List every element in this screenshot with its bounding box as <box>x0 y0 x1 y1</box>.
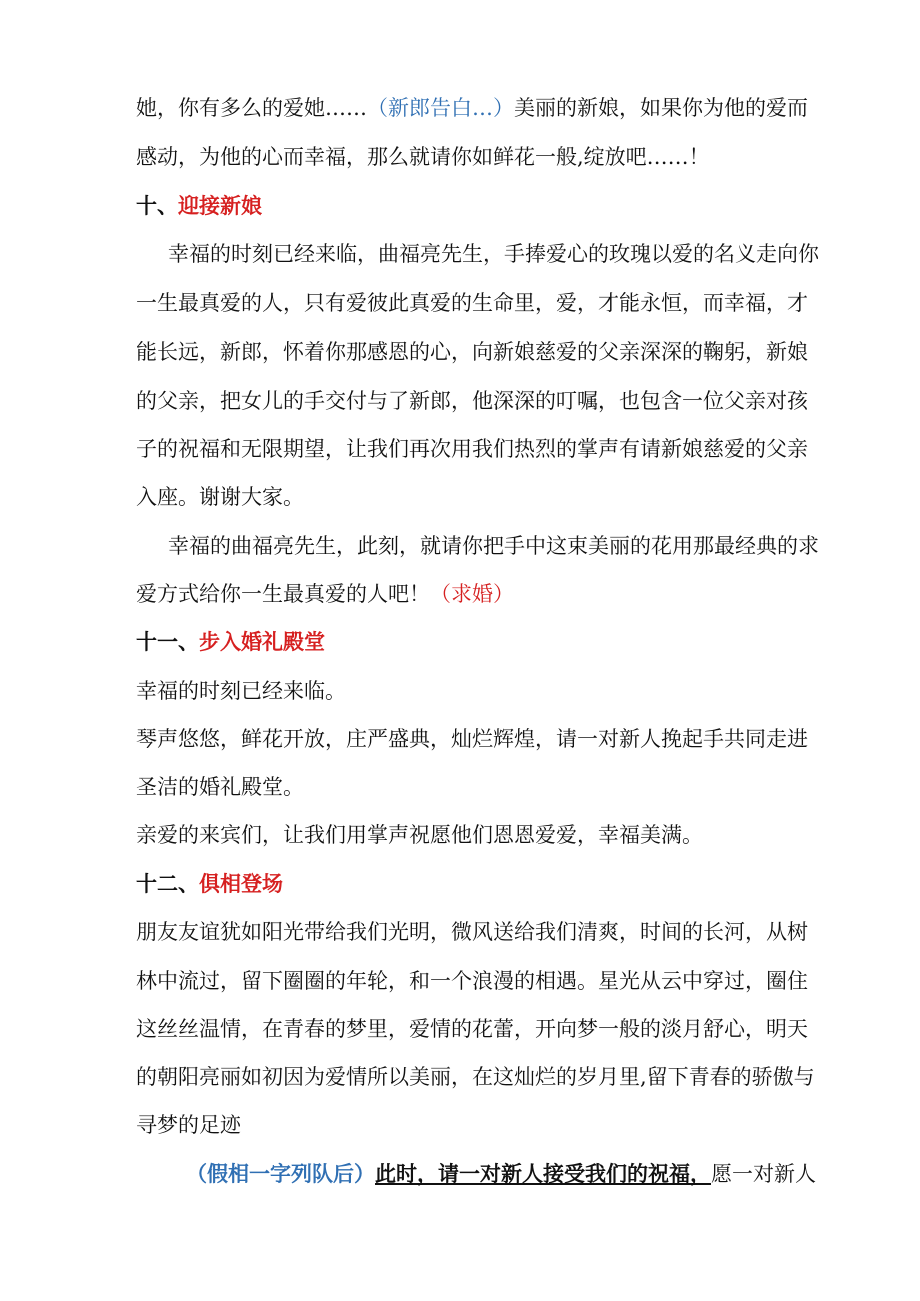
s10-p1-line-3: 能长远，新郎，怀着你那感恩的心，向新娘慈爱的父亲深深的鞠躬，新娘 <box>136 340 808 364</box>
section-10-heading <box>136 191 796 221</box>
s12-line-4: 的朝阳亮丽如初因为爱情所以美丽，在这灿烂的岁月里,留下青春的骄傲与 <box>136 1065 815 1089</box>
intro-line-1 <box>136 93 808 123</box>
s12-line-2: 林中流过，留下圈圈的年轮，和一个浪漫的相遇。星光从云中穿过，圈住 <box>136 969 808 993</box>
s11-line-4: 亲爱的来宾们，让我们用掌声祝愿他们恩恩爱爱，幸福美满。 <box>136 823 703 847</box>
s12-line-5: 寻梦的足迹 <box>136 1113 241 1137</box>
groom-confession-note: （新郎告白…） <box>367 96 514 120</box>
section-12-title: 俱相登场 <box>199 871 283 896</box>
s12-line-3: 这丝丝温情，在青春的梦里，爱情的花蕾，开向梦一般的淡月舒心，明天 <box>136 1017 808 1041</box>
blessing-continuation: 愿一对新人 <box>711 1162 816 1186</box>
s10-p1-line-5: 子的祝福和无限期望，让我们再次用我们热烈的掌声有请新娘慈爱的父亲 <box>136 437 808 461</box>
s10-p1-line-2: 一生最真爱的人，只有爱彼此真爱的生命里，爱，才能永恒，而幸福，才 <box>136 291 808 315</box>
section-10-title: 迎接新娘 <box>178 193 262 218</box>
s10-p2-line-2 <box>136 579 796 609</box>
intro-line-2: 感动，为他的心而幸福，那么就请你如鲜花一般,绽放吧……！ <box>136 145 710 169</box>
lineup-note: （假相一字列队后） <box>186 1161 375 1186</box>
s10-p1-line-1: 幸福的时刻已经来临，曲福亮先生，手捧爱心的玫瑰以爱的名义走向你 <box>168 242 819 266</box>
s12-line-1: 朋友友谊犹如阳光带给我们光明，微风送给我们清爽，时间的长河，从树 <box>136 920 808 944</box>
intro-text-c: 美丽的新娘，如果你为他的爱而 <box>514 96 808 120</box>
s12-final-line <box>186 1159 816 1189</box>
s11-line-1: 幸福的时刻已经来临。 <box>136 679 346 703</box>
section-11-number: 十一、 <box>136 629 199 654</box>
section-11-heading <box>136 627 796 657</box>
section-12-number: 十二、 <box>136 871 199 896</box>
s10-p2-text: 爱方式给你一生最真爱的人吧！ <box>136 582 430 606</box>
intro-text-a: 她，你有多么的爱她…… <box>136 96 367 120</box>
proposal-note: （求婚） <box>430 582 514 606</box>
s10-p1-line-4: 的父亲，把女儿的手交付与了新郎，他深深的叮嘱，也包含一位父亲对孩 <box>136 389 808 413</box>
s10-p1-line-6: 入座。谢谢大家。 <box>136 485 304 509</box>
s10-p2-line-1: 幸福的曲福亮先生，此刻，就请你把手中这束美丽的花用那最经典的求 <box>168 534 819 558</box>
s11-line-2: 琴声悠悠，鲜花开放，庄严盛典，灿烂辉煌，请一对新人挽起手共同走进 <box>136 727 808 751</box>
s11-line-3: 圣洁的婚礼殿堂。 <box>136 775 304 799</box>
section-11-title: 步入婚礼殿堂 <box>199 629 325 654</box>
section-12-heading <box>136 869 796 899</box>
section-10-number: 十、 <box>136 193 178 218</box>
blessing-emphasis: 此时，请一对新人接受我们的祝福， <box>375 1161 711 1186</box>
